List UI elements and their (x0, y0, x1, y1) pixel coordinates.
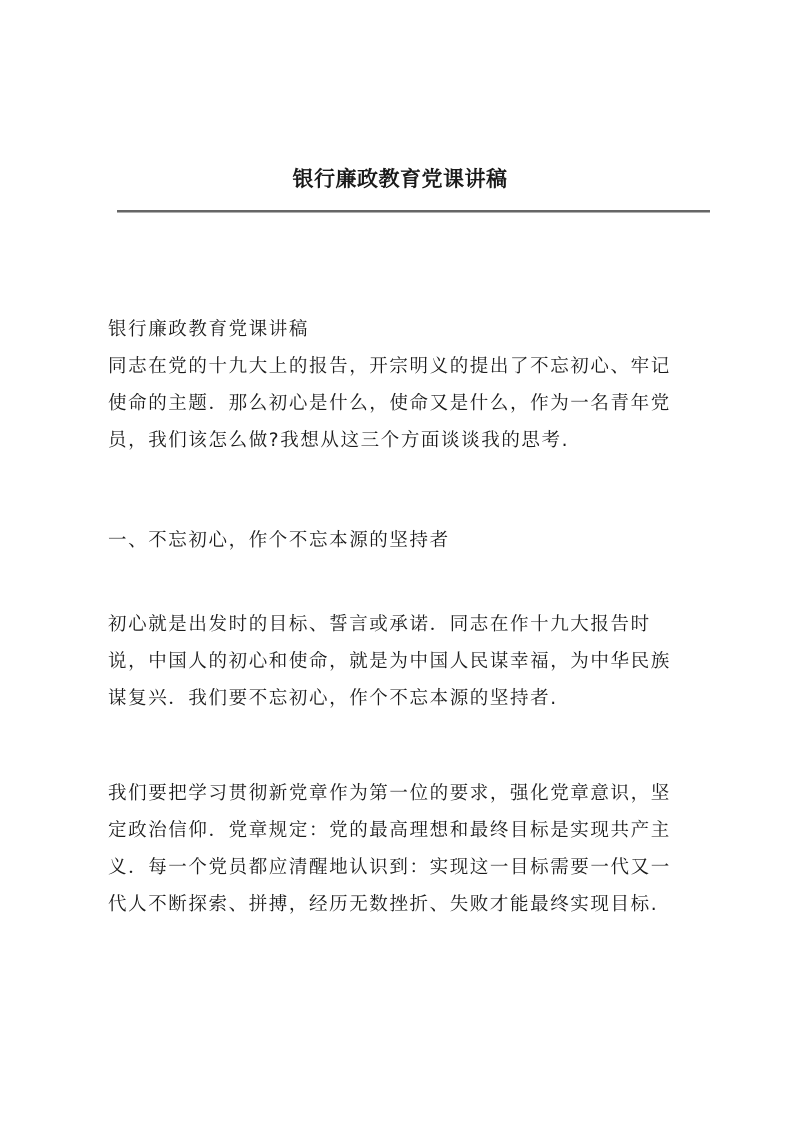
intro-line: 同志在党的十九大上的报告，开宗明义的提出了不忘初心、牢记 (108, 356, 671, 377)
paragraph-party-constitution (108, 775, 712, 923)
section-heading (108, 522, 712, 559)
paragraph-line: 义．每一个党员都应清醒地认识到：实现这一目标需要一代又一 (108, 857, 671, 878)
intro-line: 员，我们该怎么做?我想从这三个方面谈谈我的思考. (108, 430, 570, 451)
paragraph-line: 谋复兴．我们要不忘初心，作个不忘本源的坚持者. (108, 688, 558, 709)
intro-block (108, 311, 712, 459)
paragraph-line: 代人不断探索、拼搏，经历无数挫折、失败才能最终实现目标. (108, 894, 659, 915)
paragraph-initial-mission (108, 606, 712, 717)
document-title: 银行廉政教育党课讲稿 (292, 166, 508, 191)
title-divider (117, 210, 710, 213)
paragraph-line: 说，中国人的初心和使命，就是为中国人民谋幸福，为中华民族 (108, 651, 671, 672)
paragraph-line: 我们要把学习贯彻新党章作为第一位的要求，强化党章意识，坚 (108, 783, 671, 804)
section-heading-text: 一、不忘初心，作个不忘本源的坚持者 (108, 530, 450, 551)
paragraph-line: 初心就是出发时的目标、誓言或承诺．同志在作十九大报告时 (108, 614, 651, 635)
intro-line: 使命的主题．那么初心是什么，使命又是什么，作为一名青年党 (108, 393, 671, 414)
paragraph-line: 定政治信仰．党章规定：党的最高理想和最终目标是实现共产主 (108, 820, 671, 841)
intro-line: 银行廉政教育党课讲稿 (108, 319, 310, 340)
